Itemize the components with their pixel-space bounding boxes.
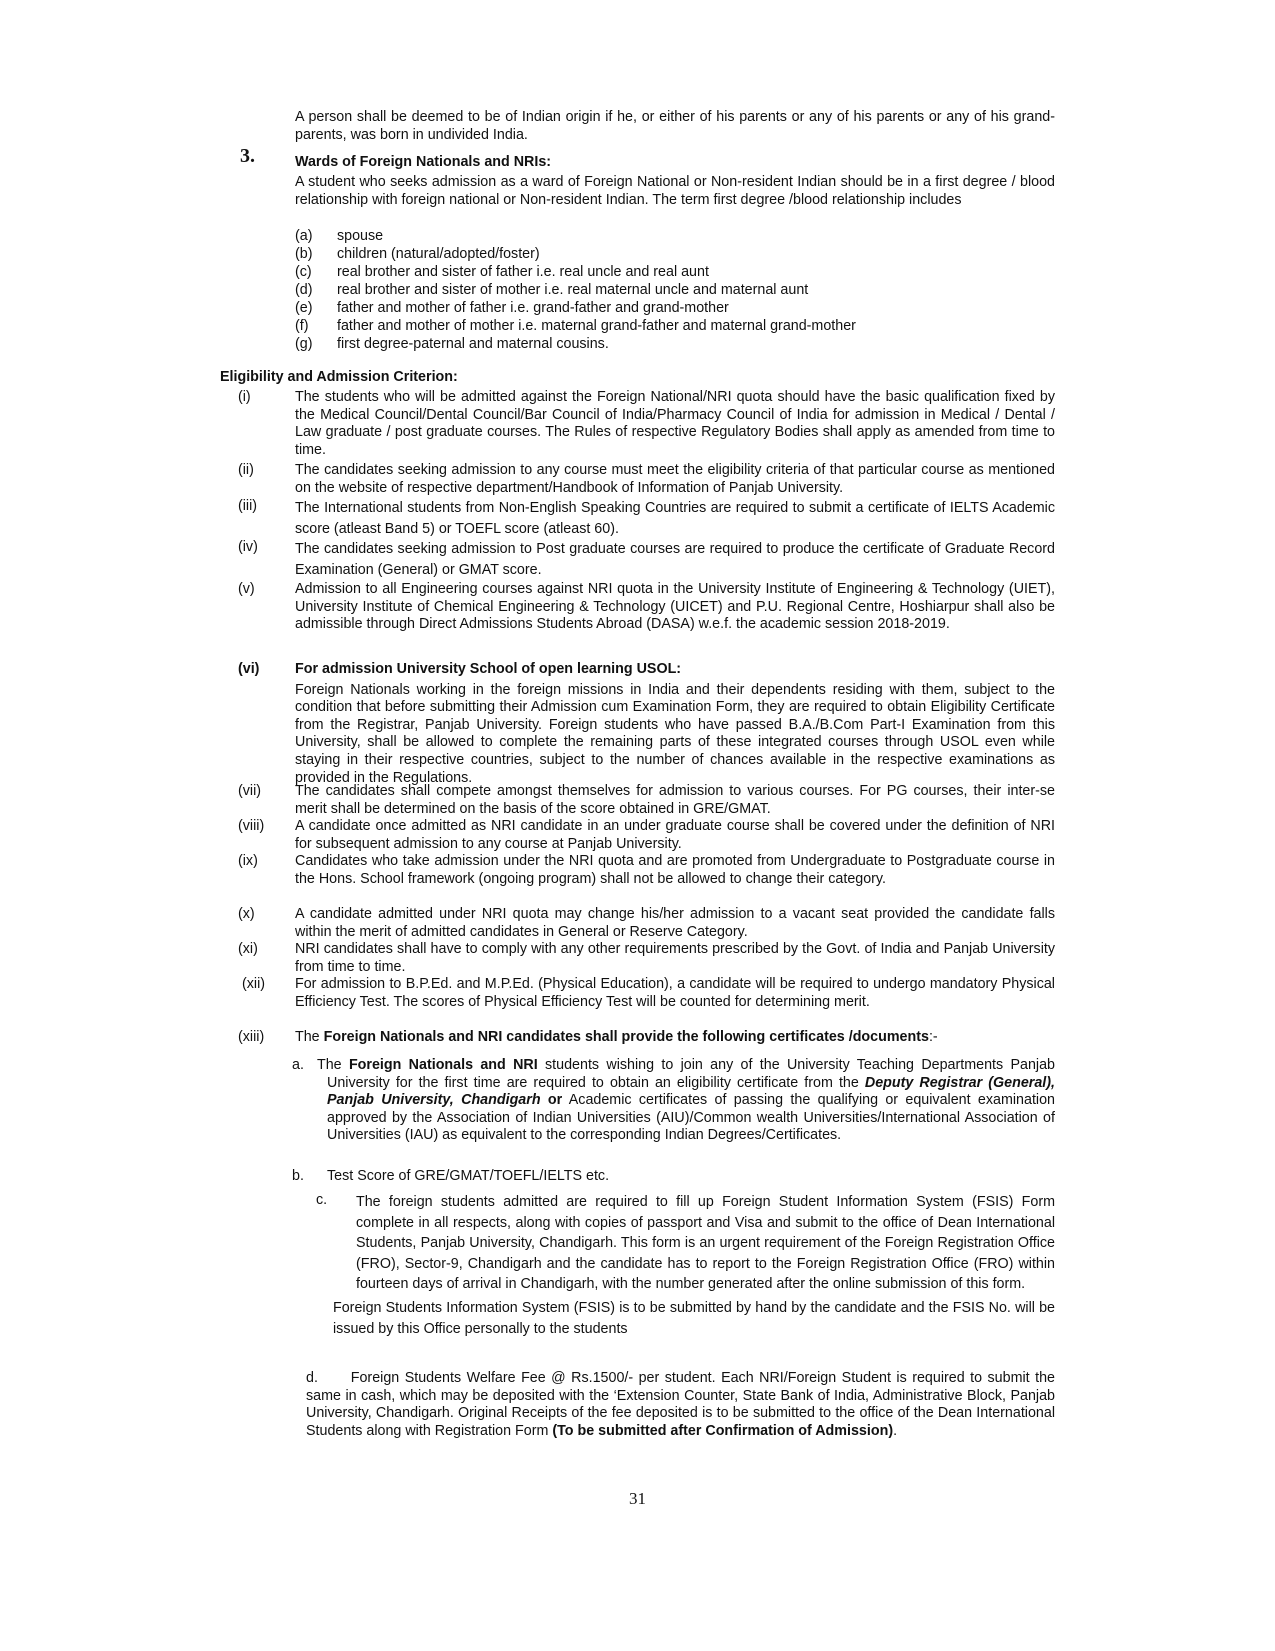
fsis-note: Foreign Students Information System (FSIS) is to be submitted by hand by the candidate and the FSIS No. will be issued by this Office personally to the students (333, 1299, 1055, 1337)
relationship-item: (a) spouse (295, 228, 384, 244)
relationship-item: (b) children (natural/adopted/foster) (295, 246, 540, 262)
criterion-item: (x) A candidate admitted under NRI quota may change his/her admission to a vacant seat provided the candidate falls within the merit of admitted candidates in General or Reserve Category. (238, 906, 1055, 940)
criterion-item: (ix) Candidates who take admission under the NRI quota and are promoted from Undergraduate to Postgraduate course in the Hons. School framework (ongoing program) shall not be allowed to change their category. (238, 853, 1055, 887)
criterion-item: (vii) The candidates shall compete amongst themselves for admission to various courses. For PG courses, their inter-se merit shall be determined on the basis of the score obtained in GRE/GMAT. (238, 783, 1055, 817)
criterion-item: (iii) The International students from Non-English Speaking Countries are required to submit a certificate of IELTS Academic score (atleast Band 5) or TOEFL score (atleast 60). (238, 498, 1055, 537)
indian-origin-paragraph: A person shall be deemed to be of Indian origin if he, or either of his parents or any of his parents or any of his grand-parents, was born in undivided India. (295, 109, 1055, 143)
eligibility-heading: Eligibility and Admission Criterion: (220, 369, 458, 385)
relationship-item: (f) father and mother of mother i.e. maternal grand-father and maternal grand-mother (295, 318, 856, 334)
relationship-item: (c) real brother and sister of father i.e. real uncle and real aunt (295, 264, 709, 280)
usol-text: Foreign Nationals working in the foreign missions in India and their dependents residing with them, subject to the condition that before submitting their Admission cum Examination Form, they are required to obtain Eligibility Certificate from the Registrar, Panjab University. Foreign students who have passed B.A./B.Com Part-I Examination from this University, shall be allowed to complete the remaining parts of these integrated courses through USOL even while staying in their respective countries, subject to the number of chances available in the respective examinations as provided in the Regulations. (295, 681, 1055, 786)
section-number: 3. (240, 145, 255, 167)
document-item-c: c. The foreign students admitted are required to fill up Foreign Student Information System (FSIS) Form complete in all respects, along with copies of passport and Visa and submit to the office of Dean International Students, Panjab University, Chandigarh. This form is an urgent requirement of the Foreign Registration Office (FRO), Sector-9, Chandigarh and the candidate has to report to the Foreign Registration Office (FRO) within fourteen days of arrival in Chandigarh, with the number generated after the online submission of this form. Foreign Students Information System (FSIS) is to be submitted by hand by the candidate and the FSIS No. will be issued by this Office personally to the students (316, 1192, 1055, 1339)
document-item-d: d. Foreign Students Welfare Fee @ Rs.1500/- per student. Each NRI/Foreign Student is required to submit the same in cash, which may be deposited with the ‘Extension Counter, State Bank of India, Administrative Block, Panjab University, Chandigarh. Original Receipts of the fee deposited is to be submitted to the office of the Dean International Students along with Registration Form (To be submitted after Confirmation of Admission). (306, 1370, 1055, 1439)
criterion-item: (iv) The candidates seeking admission to Post graduate courses are required to produce the certificate of Graduate Record Examination (General) or GMAT score. (238, 539, 1055, 578)
criterion-item: (i) The students who will be admitted against the Foreign National/NRI quota should have the basic qualification fixed by the Medical Council/Dental Council/Bar Council of India/Pharmacy Council of India for admission in Medical / Dental / Law graduate / post graduate courses. The Rules of respective Regulatory Bodies shall apply as amended from time to time. (238, 389, 1055, 458)
document-page: A person shall be deemed to be of Indian origin if he, or either of his parents or any of his parents or any of his grand-parents, was born in undivided India. 3. Wards of Foreign Nationals and NRIs: A student who seeks admission as a ward of Foreign National or Non-resident Indian should be in a first degree / blood relationship with foreign national or Non-resident Indian. The term first degree /blood relationship includes (a) spouse (b) children (natural/adopted/foster) (c) real brother and sister of father i.e. real uncle and real aunt (d) real brother and sister of mother i.e. real maternal uncle and maternal aunt (e) father and mother of father i.e. grand-father and grand-mother (f) father and mother of mother i.e. maternal grand-father and maternal grand-mother (g) first degree-paternal and maternal cousins. Eligibility and Admission Criterion: (i) The students who will be admitted against the Foreign National/NRI quota should have the basic qualification fixed by the Medical Council/Dental Council/Bar Council of India/Pharmacy Council of India for admission in Medical / Dental / Law graduate / post graduate courses. The Rules of respective Regulatory Bodies shall apply as amended from time to time. (ii) The candidates seeking admission to any course must meet the eligibility criteria of that particular course as mentioned on the website of respective department/Handbook of Information of Panjab University. (iii) The International students from Non-English Speaking Countries are required to submit a certificate of IELTS Academic score (atleast Band 5) or TOEFL score (atleast 60). (iv) The candidates seeking admission to Post graduate courses are required to produce the certificate of Graduate Record Examination (General) or GMAT score. (v) Admission to all Engineering courses against NRI quota in the University Institute of Engineering & Technology (UIET), University Institute of Chemical Engineering & Technology (UICET) and P.U. Regional Centre, Hoshiarpur shall also be admissible through Direct Admissions Students Abroad (DASA) w.e.f. the academic session 2018-2019. (vi) For admission University School of open learning USOL: Foreign Nationals working in the foreign missions in India and their dependents residing with them, subject to the condition that before submitting their Admission cum Examination Form, they are required to obtain Eligibility Certificate from the Registrar, Panjab University. Foreign students who have passed B.A./B.Com Part-I Examination from this University, shall be allowed to complete the remaining parts of these integrated courses through USOL even while staying in their respective countries, subject to the number of chances available in the respective examinations as provided in the Regulations. (vii) The candidates shall compete amongst themselves for admission to various courses. For PG courses, their inter-se merit shall be determined on the basis of the score obtained in GRE/GMAT. (viii) A candidate once admitted as NRI candidate in an under graduate course shall be covered under the definition of NRI for subsequent admission to any course at Panjab University. (ix) Candidates who take admission under the NRI quota and are promoted from Undergraduate to Postgraduate course in the Hons. School framework (ongoing program) shall not be allowed to change their category. (x) A candidate admitted under NRI quota may change his/her admission to a vacant seat provided the candidate falls within the merit of admitted candidates in General or Reserve Category. (xi) NRI candidates shall have to comply with any other requirements prescribed by the Govt. of India and Panjab University from time to time. (xii) For admission to B.P.Ed. and M.P.Ed. (Physical Education), a candidate will be required to undergo mandatory Physical Efficiency Test. The scores of Physical Efficiency Test will be counted for determining merit. (xiii) The Foreign Nationals and NRI candidates shall provide the following certificates /documents:- a. The Foreign Nationals and NRI students wishing to join any of the University Teaching Departments Panjab University for the first time are required to obtain an eligibility certificate from the Deputy Registrar (General), Panjab University, Chandigarh or Academic certificates of passing the qualifying or equivalent examination approved by the Association of Indian Universities (AIU)/Common wealth Universities/International Association of Universities (IAU) as equivalent to the corresponding Indian Degrees/Certificates. b. Test Score of GRE/GMAT/TOEFL/IELTS etc. c. The foreign students admitted are required to fill up Foreign Student Information System (FSIS) Form complete in all respects, along with copies of passport and Visa and submit to the office of Dean International Students, Panjab University, Chandigarh. This form is an urgent requirement of the Foreign Registration Office (FRO), Sector-9, Chandigarh and the candidate has to report to the Foreign Registration Office (FRO) within fourteen days of arrival in Chandigarh, with the number generated after the online submission of this form. Foreign Students Information System (FSIS) is to be submitted by hand by the candidate and the FSIS No. will be issued by this Office personally to the students d. Foreign Students Welfare Fee @ Rs.1500/- per student. Each NRI/Foreign Student is required to submit the same in cash, which may be deposited with the ‘Extension Counter, State Bank of India, Administrative Block, Panjab University, Chandigarh. Original Receipts of the fee deposited is to be submitted to the office of the Dean International Students along with Registration Form (To be submitted after Confirmation of Admission). 31 (0, 0, 1275, 1651)
criterion-item: (v) Admission to all Engineering courses against NRI quota in the University Institute of Engineering & Technology (UIET), University Institute of Chemical Engineering & Technology (UICET) and P.U. Regional Centre, Hoshiarpur shall also be admissible through Direct Admissions Students Abroad (DASA) w.e.f. the academic session 2018-2019. (238, 581, 1055, 633)
criterion-item: (viii) A candidate once admitted as NRI candidate in an under graduate course shall be covered under the definition of NRI for subsequent admission to any course at Panjab University. (238, 818, 1055, 852)
criterion-item: (xii) For admission to B.P.Ed. and M.P.Ed. (Physical Education), a candidate will be required to undergo mandatory Physical Efficiency Test. The scores of Physical Efficiency Test will be counted for determining merit. (242, 976, 1055, 1010)
relationship-item: (d) real brother and sister of mother i.e. real maternal uncle and maternal aunt (295, 282, 809, 298)
criterion-item: (ii) The candidates seeking admission to any course must meet the eligibility criteria of that particular course as mentioned on the website of respective department/Handbook of Information of Panjab University. (238, 462, 1055, 496)
criterion-item: (xi) NRI candidates shall have to comply with any other requirements prescribed by the Govt. of India and Panjab University from time to time. (238, 941, 1055, 975)
document-item-a: a. The Foreign Nationals and NRI students wishing to join any of the University Teaching Departments Panjab University for the first time are required to obtain an eligibility certificate from the Deputy Registrar (General), Panjab University, Chandigarh or Academic certificates of passing the qualifying or equivalent examination approved by the Association of Indian Universities (AIU)/Common wealth Universities/International Association of Universities (IAU) as equivalent to the corresponding Indian Degrees/Certificates. (292, 1057, 1056, 1144)
relationship-item: (e) father and mother of father i.e. grand-father and grand-mother (295, 300, 729, 316)
criterion-item-usol: (vi) For admission University School of open learning USOL: Foreign Nationals working in the foreign missions in India and their dependents residing with them, subject to the condition that before submitting their Admission cum Examination Form, they are required to obtain Eligibility Certificate from the Registrar, Panjab University. Foreign students who have passed B.A./B.Com Part-I Examination from this University, shall be allowed to complete the remaining parts of these integrated courses through USOL even while staying in their respective countries, subject to the number of chances available in the respective examinations as provided in the Regulations. (238, 661, 1055, 786)
usol-heading: For admission University School of open learning USOL: (295, 661, 682, 677)
criterion-item: (xiii) The Foreign Nationals and NRI candidates shall provide the following certificates /documents:- (238, 1029, 938, 1045)
page-number: 31 (629, 1489, 646, 1508)
section-body: A student who seeks admission as a ward of Foreign National or Non-resident Indian should be in a first degree / blood relationship with foreign national or Non-resident Indian. The term first degree /blood relationship includes (295, 174, 1055, 208)
relationship-item: (g) first degree-paternal and maternal cousins. (295, 336, 609, 352)
section-heading: Wards of Foreign Nationals and NRIs: (295, 154, 552, 170)
